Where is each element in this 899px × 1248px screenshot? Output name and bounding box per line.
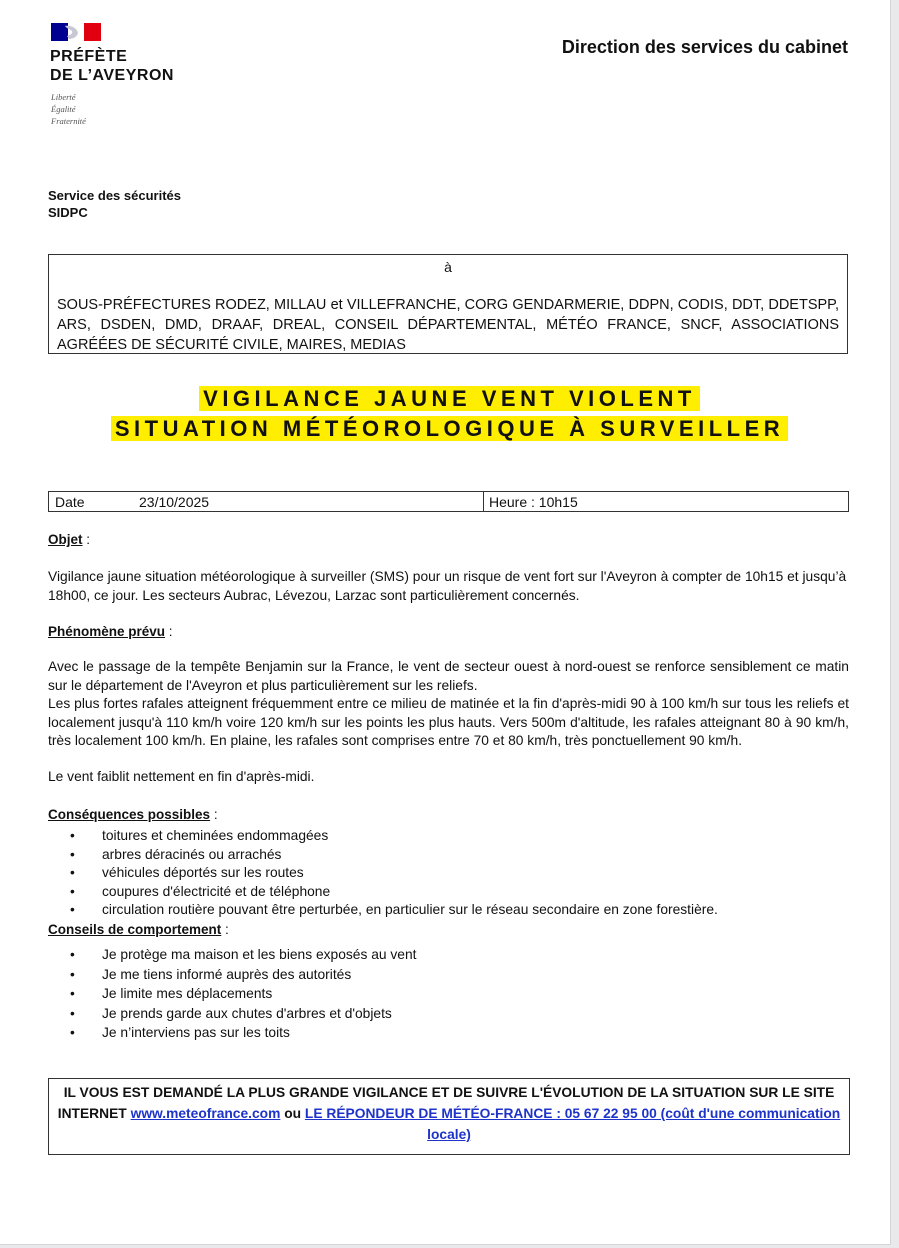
recipients-to: à — [444, 259, 452, 275]
conseils-list — [70, 945, 416, 1043]
service-acronym: SIDPC — [48, 205, 88, 220]
list-item: • véhicules déportés sur les routes — [70, 864, 718, 883]
consequences-title: Conséquences possibles — [48, 807, 211, 822]
marianne-flag-logo — [51, 23, 101, 41]
motto-fraternite: Fraternité — [51, 116, 86, 126]
meteofrance-link[interactable]: www.meteofrance.com — [130, 1106, 281, 1121]
objet-heading: Objet : — [48, 532, 91, 547]
phenomene-paragraph-3: Le vent faiblit nettement en fin d'après-midi. — [48, 769, 315, 784]
motto-egalite: Égalité — [51, 104, 76, 114]
consequences-heading: Conséquences possibles : — [48, 807, 218, 822]
list-item: • circulation routière pouvant être perturbée, en particulier sur le réseau secondaire en zone forestière. — [70, 901, 718, 920]
list-item: • Je prends garde aux chutes d'arbres et d'objets — [70, 1004, 416, 1024]
list-item: • Je me tiens informé auprès des autorités — [70, 965, 416, 985]
list-item: • Je limite mes déplacements — [70, 984, 416, 1004]
service-name: Service des sécurités — [48, 188, 181, 203]
date-value: 23/10/2025 — [139, 494, 210, 510]
hour-value: Heure : 10h15 — [489, 494, 578, 510]
list-item: • toitures et cheminées endommagées — [70, 827, 718, 846]
phenomene-paragraph-2: Les plus fortes rafales atteignent fréquemment entre ce milieu de matinée et la fin d'après-midi 90 à 100 km/h sur tous les reliefs et localement jusqu'à 110 km/h voire 120 km/h sur les points les plus hauts. Vers 500m d'altitude, les rafales atteignant 80 à 90 km/h, très localement 100 km/h. En plaine, les rafales sont comprises entre 70 et 80 km/h, très ponctuellement 90 km/h. — [48, 696, 849, 748]
conseils-heading: Conseils de comportement : — [48, 922, 229, 937]
direction-title: Direction des services du cabinet — [561, 37, 848, 57]
consequences-list — [70, 827, 718, 920]
headline-situation: SITUATION MÉTÉOROLOGIQUE À SURVEILLER — [111, 416, 788, 441]
list-item: • coupures d'électricité et de téléphone — [70, 883, 718, 902]
republic-motto — [51, 91, 86, 127]
objet-title: Objet — [48, 532, 83, 547]
headline-vigilance: VIGILANCE JAUNE VENT VIOLENT — [199, 386, 700, 411]
table-divider — [483, 492, 484, 511]
list-item: • Je protège ma maison et les biens exposés au vent — [70, 945, 416, 965]
objet-text: Vigilance jaune situation météorologique à surveiller (SMS) pour un risque de vent fort sur l'Aveyron à compter de 10h15 et jusqu’à 18h00, ce jour. Les secteurs Aubrac, Lévezou, Larzac sont particulièrement concernés. — [48, 569, 847, 603]
prefecture-line1: PRÉFÈTE — [50, 48, 128, 65]
conseils-title: Conseils de comportement — [48, 922, 222, 937]
phenomene-paragraph-1: Avec le passage de la tempête Benjamin sur la France, le vent de secteur ouest à nord-ouest se renforce sensiblement ce matin sur le département de l'Aveyron et plus particulièrement sur les reliefs. — [48, 659, 849, 693]
phenomene-heading: Phénomène prévu : — [48, 624, 173, 639]
date-label: Date — [55, 494, 85, 510]
meteofrance-phone-link[interactable]: LE RÉPONDEUR DE MÉTÉO-FRANCE : 05 67 22 95 00 (coût d'une communication locale) — [304, 1106, 841, 1142]
phenomene-title: Phénomène prévu — [48, 624, 166, 639]
recipients-list: SOUS-PRÉFECTURES RODEZ, MILLAU et VILLEFRANCHE, CORG GENDARMERIE, DDPN, CODIS, DDT, DDETSPP, ARS, DSDEN, DMD, DRAAF, DREAL, CONSEIL DÉPARTEMENTAL, MÉTÉO FRANCE, SNCF, ASSOCIATIONS AGRÉÉES DE SÉCURITÉ CIVILE, MAIRES, MEDIAS — [57, 297, 839, 353]
list-item: • Je n’interviens pas sur les toits — [70, 1023, 416, 1043]
recipients-box — [48, 254, 848, 354]
headline-line1 — [0, 386, 899, 412]
notice-or: ou — [284, 1106, 302, 1121]
motto-liberte: Liberté — [51, 92, 76, 102]
prefecture-line2: DE L’AVEYRON — [50, 67, 174, 84]
prefecture-name — [50, 47, 174, 85]
service-block — [48, 187, 181, 221]
headline-line2 — [0, 416, 899, 442]
date-hour-table — [48, 491, 849, 512]
list-item: • arbres déracinés ou arrachés — [70, 846, 718, 865]
vigilance-notice-box — [48, 1078, 850, 1155]
notice-text: IL VOUS EST DEMANDÉ LA PLUS GRANDE VIGILANCE ET DE SUIVRE L'ÉVOLUTION DE LA SITUATION SUR LE SITE INTERNET — [57, 1085, 835, 1121]
